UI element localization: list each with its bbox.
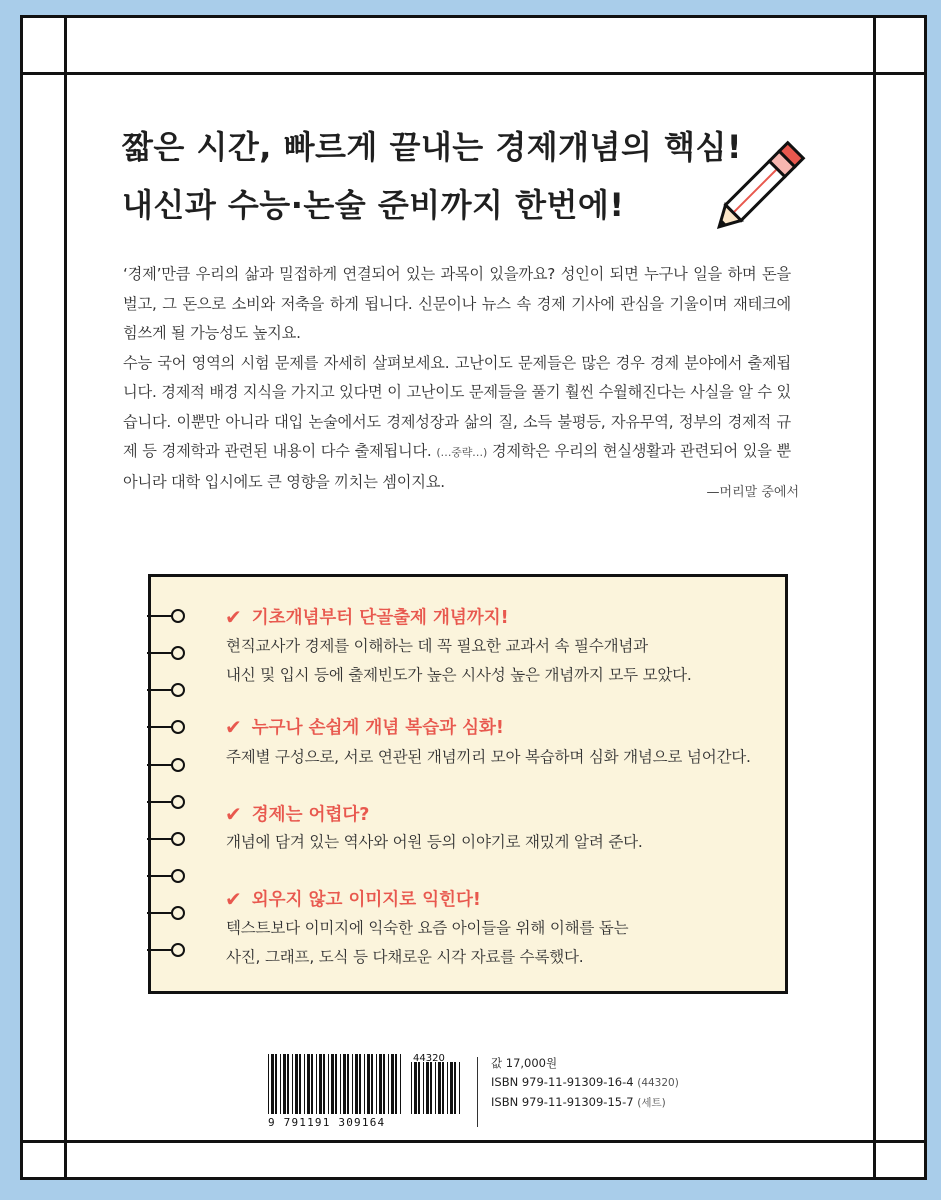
omission-mark: (…중략…) (436, 446, 488, 459)
intro-paragraph-2b: 경제학은 우리의 현실생활과 관련되어 있을 뿐 아니라 대학 입시에도 큰 영향을 끼치는 셈이지요. (123, 442, 791, 491)
feature-title-text: 경제는 어렵다? (251, 805, 370, 825)
barcode-bar (355, 1054, 358, 1114)
barcode-bar (328, 1054, 329, 1114)
frame-bottom-rule (20, 1140, 927, 1143)
isbn-line (491, 1073, 679, 1093)
barcode-bar (271, 1054, 274, 1114)
check-icon: ✔ (225, 604, 242, 629)
feature-body-line: 주제별 구성으로, 서로 연관된 개념끼리 모아 복습하며 심화 개념으로 넘어간다. (226, 748, 751, 766)
barcode-bar (447, 1062, 448, 1114)
barcode-bar (430, 1062, 432, 1114)
feature-body (226, 632, 692, 690)
check-icon: ✔ (225, 714, 242, 739)
isbn-number: ISBN 979-11-91309-15-7 (491, 1095, 634, 1109)
feature-body-line: 텍스트보다 이미지에 익숙한 요즘 아이들을 위해 이해를 돕는 (226, 919, 629, 937)
barcode-bar (367, 1054, 370, 1114)
barcode-bar (383, 1054, 385, 1114)
barcode-bar (391, 1054, 394, 1114)
headline-line-1: 짧은 시간, 빠르게 끝내는 경제개념의 핵심! (122, 128, 742, 166)
feature-title-text: 기초개념부터 단골출제 개념까지! (251, 608, 509, 628)
intro-text (123, 260, 791, 497)
barcode-bar (295, 1054, 298, 1114)
binder-ring-icon (147, 869, 188, 883)
feature-body-line: 내신 및 입시 등에 출제빈도가 높은 시사성 높은 개념까지 모두 모았다. (226, 666, 692, 684)
feature-title (225, 801, 369, 826)
barcode-bar (400, 1054, 401, 1114)
feature-title (225, 714, 504, 739)
barcode-bar (335, 1054, 337, 1114)
isbn-number: ISBN 979-11-91309-16-4 (491, 1075, 634, 1089)
feature-body-line: 현직교사가 경제를 이해하는 데 꼭 필요한 교과서 속 필수개념과 (226, 637, 648, 655)
price-info (491, 1054, 679, 1113)
barcode-bar (331, 1054, 334, 1114)
barcode-bar (459, 1062, 460, 1114)
feature-title-text: 누구나 손쉽게 개념 복습과 심화! (251, 718, 504, 738)
barcode-bar (347, 1054, 349, 1114)
binder-ring-icon (147, 795, 188, 809)
barcode-bar (311, 1054, 313, 1114)
feature-body (226, 743, 751, 772)
barcode-bar (388, 1054, 389, 1114)
intro-paragraph-2a: 수능 국어 영역의 시험 문제를 자세히 살펴보세요. 고난이도 문제들은 많은 경우 경제 분야에서 출제됩니다. 경제적 배경 지식을 가지고 있다면 이 고난이도 문제들을 풀기 훨씬 수월해진다는 사실을 알 수 있습니다. 이뿐만 아니라 대입 논술에서도 경제성장과 삶의 질, 소득 불평등, 자유무역, 정부의 경제적 규제 등 경제학과 관련된 내용이 다수 출제됩니다. (123, 353, 791, 460)
barcode-bar (371, 1054, 373, 1114)
price-label: 값 17,000원 (491, 1056, 558, 1070)
barcode-bar (307, 1054, 310, 1114)
barcode-bar (352, 1054, 353, 1114)
isbn-suffix: (세트) (637, 1097, 666, 1109)
binder-ring-icon (147, 758, 188, 772)
barcode-bar (426, 1062, 429, 1114)
intro-paragraph-2 (123, 349, 791, 498)
binder-ring-icon (147, 683, 188, 697)
barcode-bar (319, 1054, 322, 1114)
barcode-bar (323, 1054, 325, 1114)
barcode-bar (340, 1054, 341, 1114)
binder-ring-icon (147, 720, 188, 734)
barcode-bar (280, 1054, 281, 1114)
barcode-bar (343, 1054, 346, 1114)
barcode-bar (283, 1054, 286, 1114)
barcode-bar (414, 1062, 417, 1114)
barcode-bar (359, 1054, 361, 1114)
frame-top-rule (20, 72, 927, 75)
feature-title (225, 886, 481, 911)
binder-ring-icon (147, 609, 188, 623)
binder-ring-icon (147, 646, 188, 660)
barcode-bar (418, 1062, 420, 1114)
barcode-number: 9 791191 309164 (268, 1116, 386, 1129)
check-icon: ✔ (225, 886, 242, 911)
check-icon: ✔ (225, 801, 242, 826)
source-note: —머리말 중에서 (706, 485, 799, 500)
barcode-bar (395, 1054, 397, 1114)
barcode-bar (442, 1062, 444, 1114)
feature-body-line: 사진, 그래프, 도식 등 다채로운 시각 자료를 수록했다. (226, 948, 584, 966)
barcode-bar (299, 1054, 301, 1114)
frame-right-rule (873, 15, 876, 1180)
feature-body-line: 개념에 담겨 있는 역사와 어원 등의 이야기로 재밌게 알려 준다. (226, 833, 643, 851)
barcode-bar (304, 1054, 305, 1114)
feature-body (226, 828, 643, 857)
binder-ring-icon (147, 943, 188, 957)
feature-body (226, 914, 628, 972)
barcode-bar (454, 1062, 456, 1114)
isbn-suffix: (44320) (637, 1077, 679, 1089)
intro-paragraph-1: ‘경제’만큼 우리의 삶과 밀접하게 연결되어 있는 과목이 있을까요? 성인이 되면 누구나 일을 하며 돈을 벌고, 그 돈으로 소비와 저축을 하게 됩니다. 신문이나 뉴스 속 경제 기사에 관심을 기울이며 재테크에 힘쓰게 될 가능성도 높지요. (123, 265, 791, 342)
pencil-icon (708, 128, 818, 238)
barcode-bar (376, 1054, 377, 1114)
feature-title (225, 604, 509, 629)
barcode-bar (364, 1054, 365, 1114)
barcode-bar (287, 1054, 289, 1114)
barcode-bar (379, 1054, 382, 1114)
barcode-bar (423, 1062, 424, 1114)
divider-line (477, 1057, 478, 1127)
feature-title-text: 외우지 않고 이미지로 익힌다! (251, 890, 481, 910)
barcode-bar (275, 1054, 277, 1114)
barcode-bar (316, 1054, 317, 1114)
binder-ring-icon (147, 832, 188, 846)
binder-ring-icon (147, 906, 188, 920)
barcode-bar (435, 1062, 436, 1114)
barcode-bar (450, 1062, 453, 1114)
barcode-bar (292, 1054, 293, 1114)
barcode-bar (411, 1062, 412, 1114)
frame-left-rule (64, 15, 67, 1180)
headline-line-2: 내신과 수능·논술 준비까지 한번에! (122, 186, 625, 224)
barcode-addon-number: 44320 (413, 1053, 445, 1064)
isbn-line (491, 1093, 679, 1113)
barcode-bar (438, 1062, 441, 1114)
barcode-bar (268, 1054, 269, 1114)
